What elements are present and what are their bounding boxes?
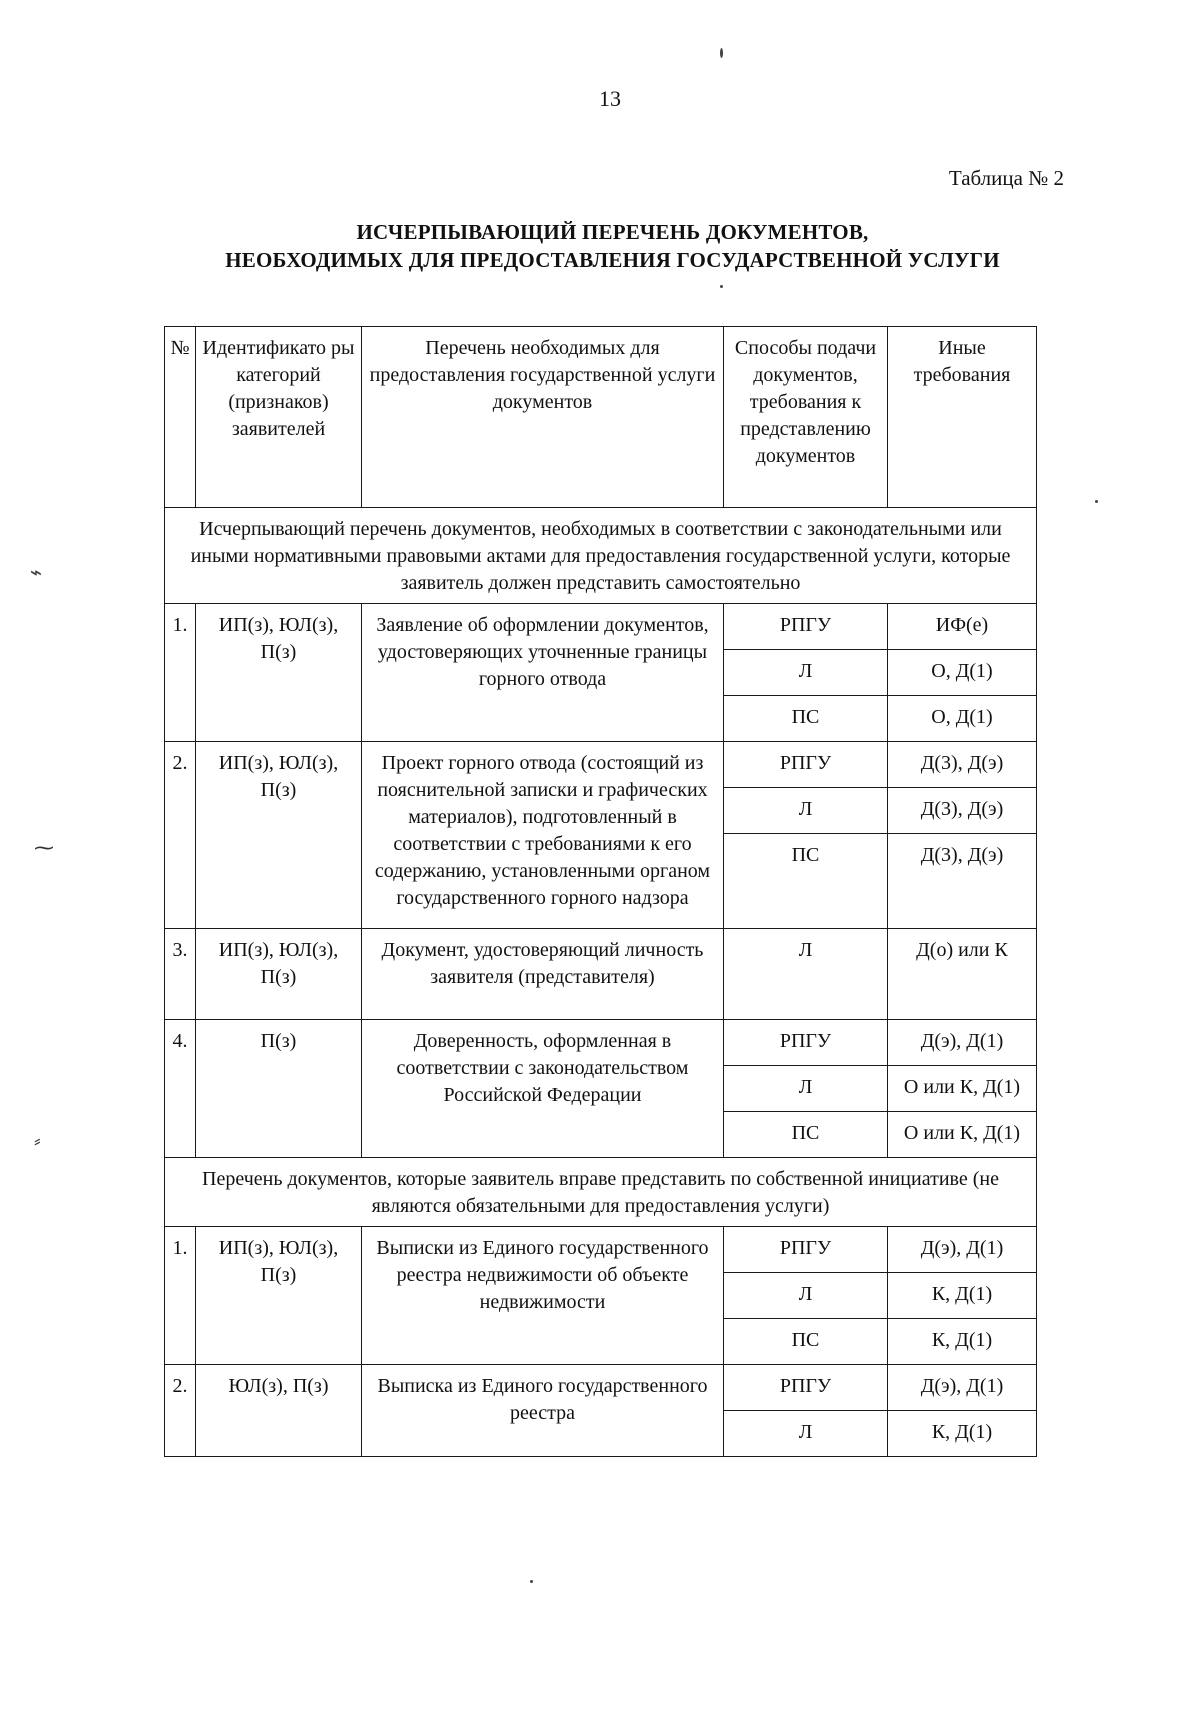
other-requirement: Д(э), Д(1) [888,1020,1037,1066]
submission-method: ПС [724,696,888,742]
margin-scan-mark: ⸗ [34,1130,41,1152]
document-name: Проект горного отвода (состоящий из пояснительной записки и графических материалов), подготовленный в соответствии с требованиями к его содержанию, установленными органом государственного горного надзора [362,742,724,929]
table-row [165,1365,1037,1411]
page-number: 13 [599,86,621,111]
submission-method: Л [724,1411,888,1457]
applicant-identifiers: ИП(з), ЮЛ(з), П(з) [196,604,362,742]
submission-method: РПГУ [724,604,888,650]
other-requirement: К, Д(1) [888,1411,1037,1457]
other-requirement: О, Д(1) [888,696,1037,742]
table-label: Таблица № 2 [948,166,1064,190]
applicant-identifiers: ИП(з), ЮЛ(з), П(з) [196,1227,362,1365]
applicant-identifiers: ИП(з), ЮЛ(з), П(з) [196,929,362,1020]
section-title-optional: Перечень документов, которые заявитель вправе представить по собственной инициативе (не являются обязательными для предоставления услуги) [165,1158,1037,1227]
other-requirement: К, Д(1) [888,1273,1037,1319]
other-requirement: Д(3), Д(э) [888,788,1037,834]
title-line-1: ИСЧЕРПЫВАЮЩИЙ ПЕРЕЧЕНЬ ДОКУМЕНТОВ, [356,220,869,244]
row-number: 1. [165,604,196,742]
applicant-identifiers: ИП(з), ЮЛ(з), П(з) [196,742,362,929]
row-number: 3. [165,929,196,1020]
scan-speck [720,48,723,58]
header-other-requirements: Иные требования [888,327,1037,508]
header-document-list: Перечень необходимых для предоставления государственной услуги документов [362,327,724,508]
submission-method: РПГУ [724,1227,888,1273]
document-name: Доверенность, оформленная в соответствии с законодательством Российской Федерации [362,1020,724,1158]
section-header-row [165,1158,1037,1227]
table-row [165,1227,1037,1273]
other-requirement: О или К, Д(1) [888,1066,1037,1112]
submission-method: Л [724,788,888,834]
margin-scan-mark: ⌁ [30,562,43,584]
table-row [165,1020,1037,1066]
submission-method: Л [724,650,888,696]
row-number: 2. [165,1365,196,1457]
header-submission-methods: Способы подачи документов, требования к представлению документов [724,327,888,508]
submission-method: РПГУ [724,1020,888,1066]
margin-scan-mark: ⁓ [34,837,54,859]
submission-method: ПС [724,834,888,929]
section-title-mandatory: Исчерпывающий перечень документов, необходимых в соответствии с законодательными или иными нормативными правовыми актами для предоставления государственной услуги, которые заявитель должен представить самостоятельно [165,508,1037,604]
table-row [165,929,1037,1020]
submission-method: ПС [724,1112,888,1158]
header-identifiers: Идентификато ры категорий (признаков) заявителей [196,327,362,508]
submission-method: ПС [724,1319,888,1365]
other-requirement: К, Д(1) [888,1319,1037,1365]
other-requirement: О или К, Д(1) [888,1112,1037,1158]
table-header-row [165,327,1037,508]
submission-method: РПГУ [724,1365,888,1411]
submission-method: РПГУ [724,742,888,788]
other-requirement: ИФ(е) [888,604,1037,650]
other-requirement: Д(о) или К [888,929,1037,1020]
submission-method: Л [724,929,888,1020]
document-name: Выписка из Единого государственного реестра [362,1365,724,1457]
document-name: Заявление об оформлении документов, удостоверяющих уточненные границы горного отвода [362,604,724,742]
other-requirement: Д(э), Д(1) [888,1365,1037,1411]
submission-method: Л [724,1273,888,1319]
document-name: Документ, удостоверяющий личность заявителя (представителя) [362,929,724,1020]
submission-method: Л [724,1066,888,1112]
applicant-identifiers: П(з) [196,1020,362,1158]
row-number: 1. [165,1227,196,1365]
other-requirement: О, Д(1) [888,650,1037,696]
table-row [165,742,1037,788]
document-name: Выписки из Единого государственного реестра недвижимости об объекте недвижимости [362,1227,724,1365]
row-number: 4. [165,1020,196,1158]
table-row [165,604,1037,650]
other-requirement: Д(3), Д(э) [888,742,1037,788]
document-title [0,218,1200,274]
other-requirement: Д(3), Д(э) [888,834,1037,929]
row-number: 2. [165,742,196,929]
other-requirement: Д(э), Д(1) [888,1227,1037,1273]
applicant-identifiers: ЮЛ(з), П(з) [196,1365,362,1457]
header-number: № [165,327,196,508]
scan-speck [720,285,723,288]
documents-table [164,326,1037,1457]
scan-speck [1095,500,1098,503]
scan-speck [530,1580,533,1583]
section-header-row [165,508,1037,604]
title-line-2: НЕОБХОДИМЫХ ДЛЯ ПРЕДОСТАВЛЕНИЯ ГОСУДАРСТВЕННОЙ УСЛУГИ [225,248,1000,272]
